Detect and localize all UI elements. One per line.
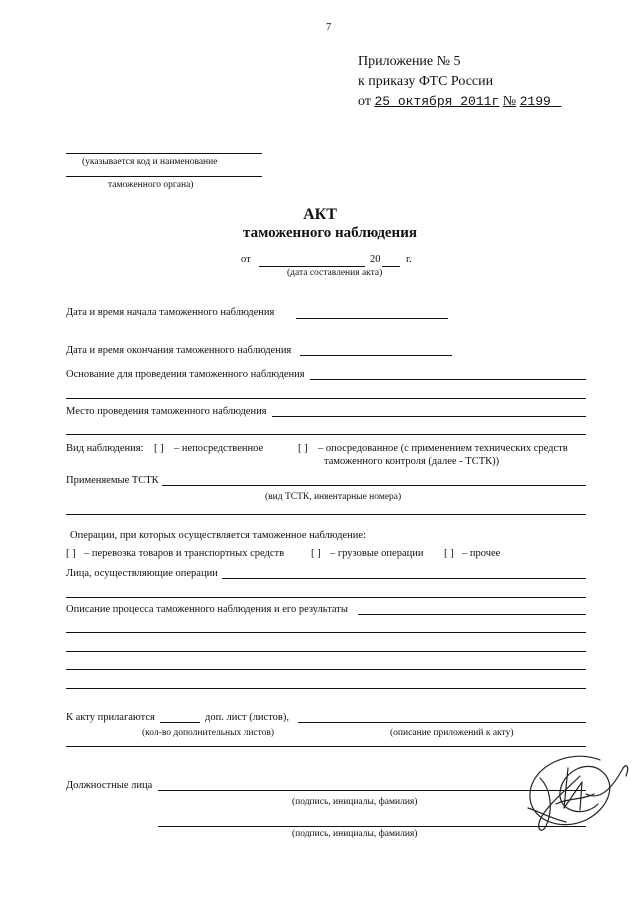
tstk-line-2[interactable]: [66, 514, 586, 515]
appendix-date: 25 октября 2011г: [374, 94, 500, 109]
field-end-label: Дата и время окончания таможенного наблюдения: [66, 345, 292, 356]
field-basis-label: Основание для проведения таможенного наблюдения: [66, 369, 305, 380]
field-start-line[interactable]: [296, 318, 448, 319]
appendix-number-sign: №: [502, 94, 517, 109]
date-year-line[interactable]: [382, 266, 400, 267]
tstk-line-1[interactable]: [162, 485, 586, 486]
handwritten-signature: [510, 748, 638, 840]
customs-org-hint-2: таможенного органа): [108, 180, 194, 190]
operation-transport-checkbox[interactable]: [ ]: [66, 548, 76, 559]
field-place-line-2[interactable]: [66, 434, 586, 435]
attachments-line-2[interactable]: [66, 746, 586, 747]
officials-hint-1: (подпись, инициалы, фамилия): [292, 797, 418, 807]
appendix-number: 2199: [519, 94, 551, 109]
description-line-5[interactable]: [66, 688, 586, 689]
tstk-label: Применяемые ТСТК: [66, 475, 159, 486]
date-hint: (дата составления акта): [287, 268, 383, 278]
page-number: 7: [326, 22, 332, 33]
description-line-2[interactable]: [66, 632, 586, 633]
observation-indirect-checkbox[interactable]: [ ]: [298, 443, 308, 454]
observation-direct-checkbox[interactable]: [ ]: [154, 443, 164, 454]
observation-type-label: Вид наблюдения:: [66, 443, 144, 454]
attachments-prefix: К акту прилагаются: [66, 712, 155, 723]
field-start-label: Дата и время начала таможенного наблюдения: [66, 307, 275, 318]
field-basis-line-2[interactable]: [66, 398, 586, 399]
attachments-desc-hint: (описание приложений к акту): [390, 728, 514, 738]
description-line-4[interactable]: [66, 669, 586, 670]
appendix-line3: [358, 94, 561, 110]
persons-line-2[interactable]: [66, 597, 586, 598]
operation-other-checkbox[interactable]: [ ]: [444, 548, 454, 559]
observation-direct-label: – непосредственное: [174, 443, 264, 454]
customs-org-line-2: [66, 176, 262, 177]
persons-line-1[interactable]: [222, 578, 586, 579]
date-line[interactable]: [259, 266, 365, 267]
date-year: 20: [370, 254, 381, 265]
field-end-line[interactable]: [300, 355, 452, 356]
attachments-desc-line[interactable]: [298, 722, 586, 723]
appendix-line2: к приказу ФТС России: [358, 74, 494, 89]
operation-cargo-label: – грузовые операции: [330, 548, 424, 559]
field-basis-line-1[interactable]: [310, 379, 586, 380]
observation-indirect-label-1: – опосредованное (с применением технических средств: [318, 443, 568, 454]
operation-other-label: – прочее: [462, 548, 501, 559]
customs-org-line-1: [66, 153, 262, 154]
attachments-middle: доп. лист (листов),: [205, 712, 289, 723]
operations-heading: Операции, при которых осуществляется таможенное наблюдение:: [70, 530, 366, 541]
field-place-label: Место проведения таможенного наблюдения: [66, 406, 267, 417]
title-subtitle: таможенного наблюдения: [243, 225, 417, 241]
attachments-count-hint: (кол-во дополнительных листов): [142, 728, 275, 738]
date-suffix: г.: [406, 254, 412, 265]
field-place-line-1[interactable]: [272, 416, 586, 417]
persons-label: Лица, осуществляющие операции: [66, 568, 218, 579]
operation-transport-label: – перевозка товаров и транспортных средств: [84, 548, 285, 559]
appendix-line1: Приложение № 5: [358, 54, 461, 69]
tstk-hint: (вид ТСТК, инвентарные номера): [265, 492, 402, 502]
description-label: Описание процесса таможенного наблюдения и его результаты: [66, 604, 348, 615]
operation-cargo-checkbox[interactable]: [ ]: [311, 548, 321, 559]
officials-hint-2: (подпись, инициалы, фамилия): [292, 829, 418, 839]
description-line-1[interactable]: [358, 614, 586, 615]
title-act: АКТ: [303, 206, 337, 223]
customs-org-hint-1: (указывается код и наименование: [82, 157, 218, 167]
date-prefix: от: [241, 254, 251, 265]
officials-label: Должностные лица: [66, 780, 153, 791]
attachments-count-line[interactable]: [160, 722, 200, 723]
appendix-prefix: от: [358, 94, 371, 109]
description-line-3[interactable]: [66, 651, 586, 652]
observation-indirect-label-2: таможенного контроля (далее - ТСТК)): [324, 456, 500, 467]
